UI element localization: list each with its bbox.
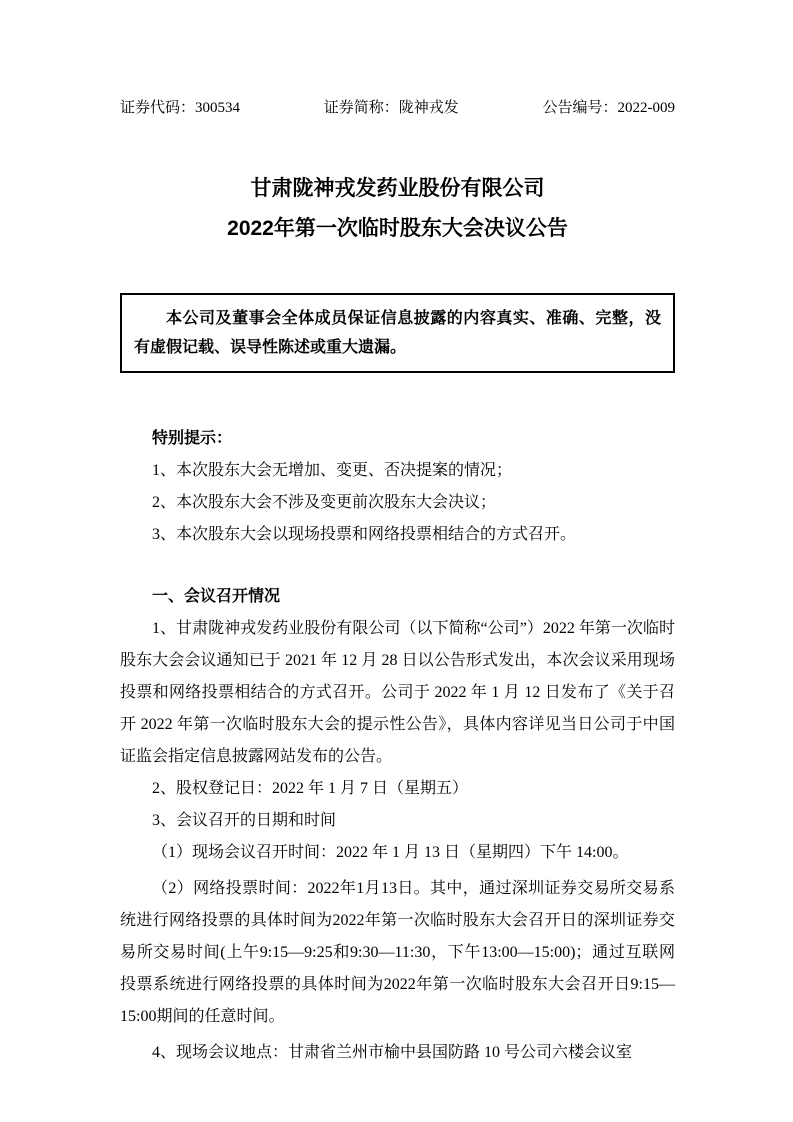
document-body xyxy=(120,423,675,1069)
special-tip-item-2: 2、本次股东大会不涉及变更前次股东大会决议； xyxy=(152,494,497,511)
securities-code-label: 证券代码：300534 xyxy=(120,100,241,116)
securities-abbr-label: 证券简称：陇神戎发 xyxy=(323,100,459,116)
document-title xyxy=(120,169,675,249)
paragraph-record-date: 2、股权登记日：2022 年 1 月 7 日（星期五） xyxy=(152,780,469,797)
special-tips-heading: 特别提示： xyxy=(152,430,233,447)
statement-box xyxy=(120,293,675,373)
paragraph-onsite-meeting-time: （1）现场会议召开时间：2022 年 1 月 13 日（星期四）下午 14:00。 xyxy=(152,844,629,861)
section-heading-meeting-convening: 一、会议召开情况 xyxy=(152,588,281,605)
announcement-number-label: 公告编号：2022-009 xyxy=(542,100,675,116)
document-header xyxy=(120,96,675,117)
paragraph-online-voting-time: （2）网络投票时间：2022年1月13日。其中，通过深圳证券交易所交易系统进行网络投票的具体时间为2022年第一次临时股东大会召开日的深圳证券交易所交易时间(上午9:15—9:25和9:30—11:30，下午13:00—15:00)；通过互联网投票系统进行网络投票的具体时间为2022年第一次临时股东大会召开日9:15—15:00期间的任意时间。 xyxy=(120,880,675,1025)
paragraph-meeting-datetime-heading: 3、会议召开的日期和时间 xyxy=(152,812,337,829)
paragraph-meeting-location: 4、现场会议地点：甘肃省兰州市榆中县国防路 10 号公司六楼会议室 xyxy=(152,1044,633,1061)
statement-text: 本公司及董事会全体成员保证信息披露的内容真实、准确、完整，没有虚假记载、误导性陈述或重大遗漏。 xyxy=(134,310,661,356)
paragraph-meeting-notice: 1、甘肃陇神戎发药业股份有限公司（以下简称“公司”）2022 年第一次临时股东大会会议通知已于 2021 年 12 月 28 日以公告形式发出，本次会议采用现场投票和网络投票相结合的方式召开。公司于 2022 年 1 月 12 日发布了《关于召开 2022 年第一次临时股东大会的提示性公告》，具体内容详见当日公司于中国证监会指定信息披露网站发布的公告。 xyxy=(120,620,675,765)
company-name-title: 甘肃陇神戎发药业股份有限公司 xyxy=(250,177,545,200)
special-tip-item-3: 3、本次股东大会以现场投票和网络投票相结合的方式召开。 xyxy=(152,526,577,543)
special-tip-item-1: 1、本次股东大会无增加、变更、否决提案的情况； xyxy=(152,462,513,479)
announcement-title: 2022年第一次临时股东大会决议公告 xyxy=(227,217,568,240)
